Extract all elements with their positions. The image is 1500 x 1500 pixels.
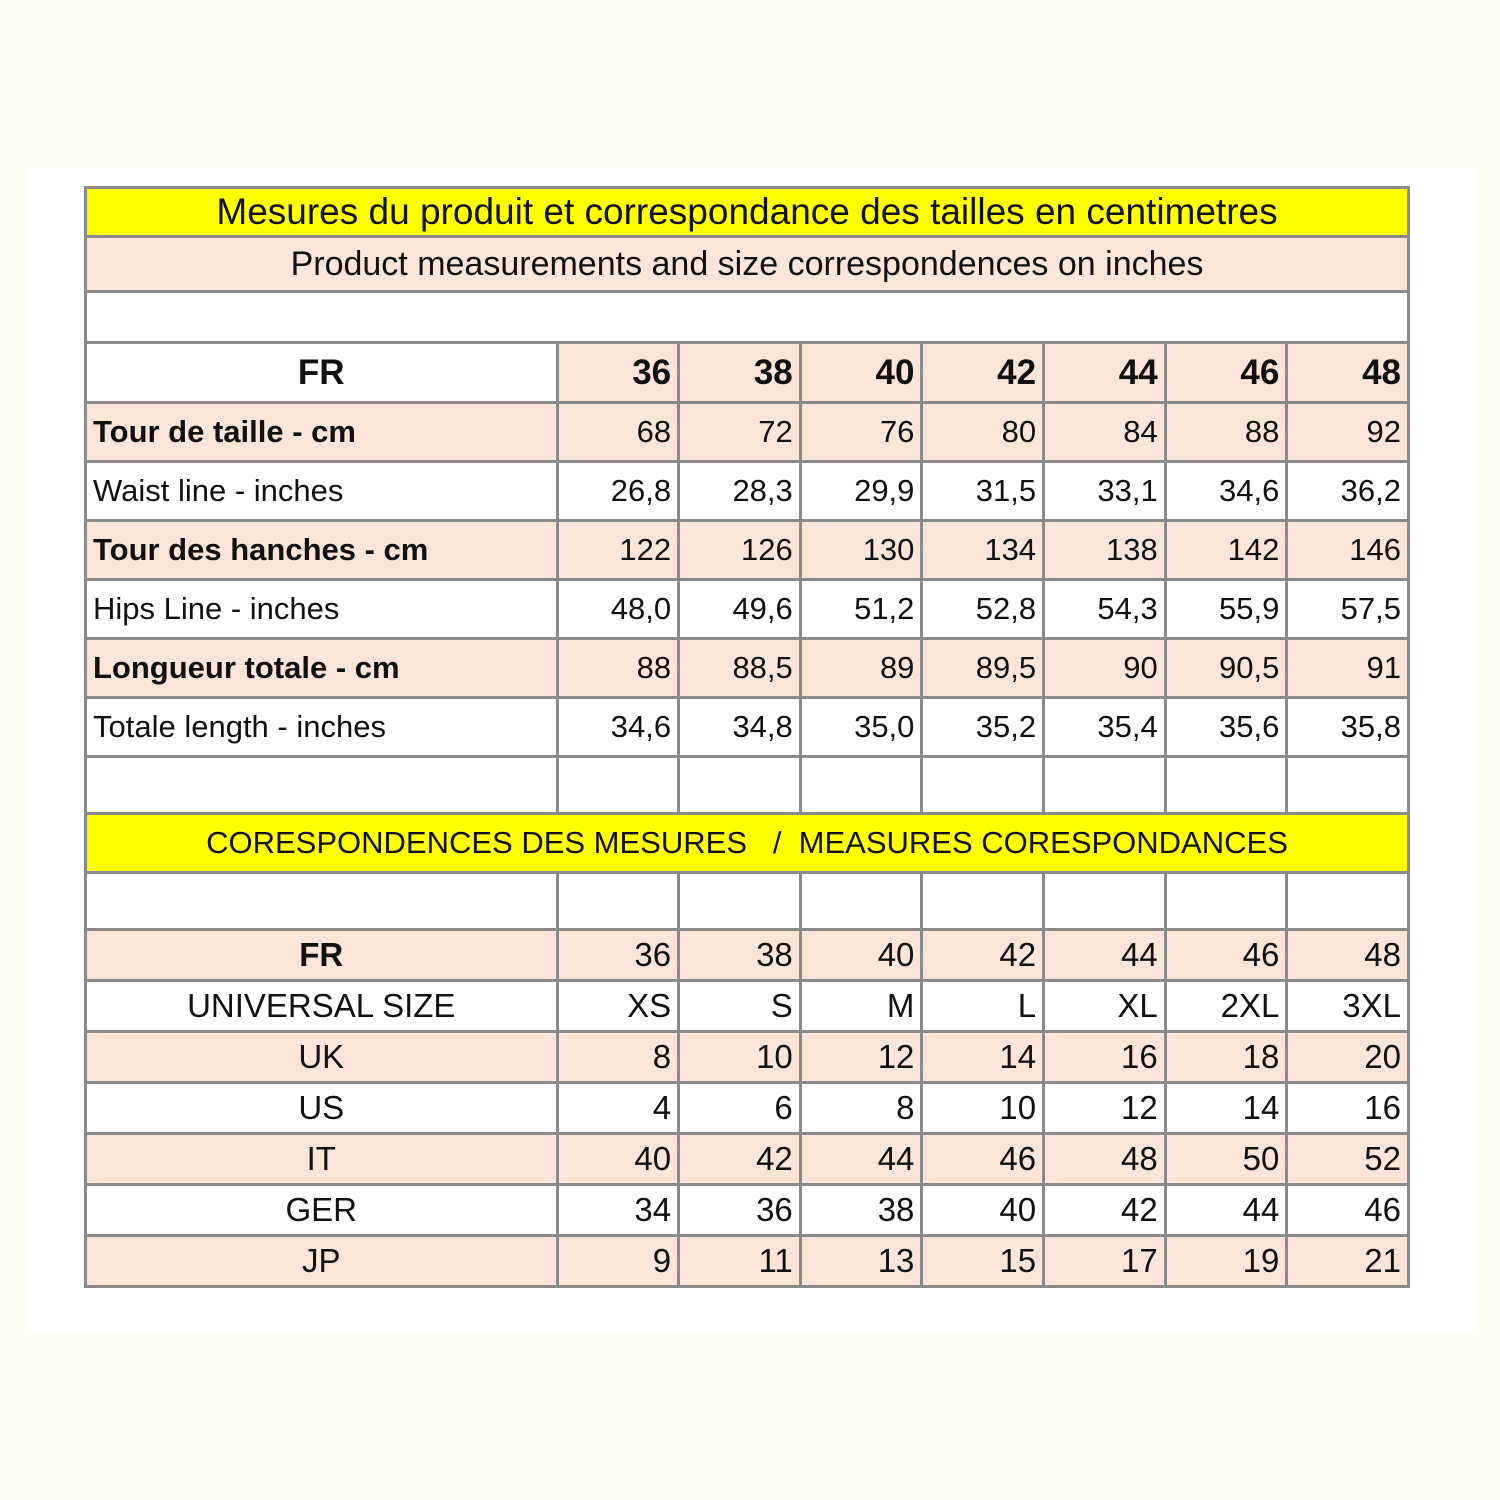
- correspondence-value: 46: [1165, 930, 1287, 981]
- correspondence-value: 20: [1287, 1032, 1409, 1083]
- measurement-label: Tour des hanches - cm: [86, 521, 558, 580]
- correspondence-value: 8: [557, 1032, 679, 1083]
- correspondence-value: 44: [1165, 1185, 1287, 1236]
- measurement-value: 80: [922, 403, 1044, 462]
- measurement-value: 57,5: [1287, 580, 1409, 639]
- measurement-value: 88: [557, 639, 679, 698]
- blank-cell: [1044, 757, 1166, 814]
- measurement-value: 35,4: [1044, 698, 1166, 757]
- correspondence-value: XL: [1044, 981, 1166, 1032]
- correspondence-value: 19: [1165, 1236, 1287, 1287]
- measurement-label: Tour de taille - cm: [86, 403, 558, 462]
- size-header-cell: 36: [557, 343, 679, 403]
- correspondence-value: 17: [1044, 1236, 1166, 1287]
- measurement-value: 48,0: [557, 580, 679, 639]
- correspondence-value: 40: [800, 930, 922, 981]
- correspondence-value: 21: [1287, 1236, 1409, 1287]
- correspondence-value: 40: [557, 1134, 679, 1185]
- size-header-row: [86, 343, 1409, 403]
- measurement-label: Hips Line - inches: [86, 580, 558, 639]
- correspondence-value: L: [922, 981, 1044, 1032]
- correspondence-value: 46: [922, 1134, 1044, 1185]
- size-header-cell: 38: [679, 343, 801, 403]
- correspondence-value: S: [679, 981, 801, 1032]
- measurement-label: Totale length - inches: [86, 698, 558, 757]
- measurement-value: 33,1: [1044, 462, 1166, 521]
- correspondence-label: GER: [86, 1185, 558, 1236]
- correspondence-label: UK: [86, 1032, 558, 1083]
- correspondence-value: M: [800, 981, 922, 1032]
- measurement-value: 35,8: [1287, 698, 1409, 757]
- correspondence-value: 3XL: [1287, 981, 1409, 1032]
- correspondence-value: 46: [1287, 1185, 1409, 1236]
- correspondence-value: 9: [557, 1236, 679, 1287]
- blank-cell: [86, 757, 558, 814]
- blank-cell: [800, 757, 922, 814]
- measurement-value: 28,3: [679, 462, 801, 521]
- correspondence-row: [86, 1236, 1409, 1287]
- correspondence-value: 18: [1165, 1032, 1287, 1083]
- blank-cell: [86, 292, 1409, 343]
- correspondence-value: 13: [800, 1236, 922, 1287]
- measurement-value: 35,2: [922, 698, 1044, 757]
- correspondence-value: 40: [922, 1185, 1044, 1236]
- measurement-value: 68: [557, 403, 679, 462]
- measurement-value: 91: [1287, 639, 1409, 698]
- correspondence-value: 8: [800, 1083, 922, 1134]
- measurement-value: 55,9: [1165, 580, 1287, 639]
- correspondence-title: CORESPONDENCES DES MESURES / MEASURES CORESPONDANCES: [86, 814, 1409, 873]
- blank-cell: [1044, 873, 1166, 930]
- measurement-value: 89: [800, 639, 922, 698]
- measurement-value: 76: [800, 403, 922, 462]
- measurement-value: 52,8: [922, 580, 1044, 639]
- correspondence-value: 42: [679, 1134, 801, 1185]
- measurement-value: 84: [1044, 403, 1166, 462]
- measurement-value: 92: [1287, 403, 1409, 462]
- correspondence-value: 14: [922, 1032, 1044, 1083]
- size-header-label: FR: [86, 343, 558, 403]
- measurement-value: 142: [1165, 521, 1287, 580]
- correspondence-value: 38: [679, 930, 801, 981]
- size-chart-table: [84, 186, 1410, 1288]
- correspondence-value: 36: [557, 930, 679, 981]
- correspondence-title-row: [86, 814, 1409, 873]
- blank-cell: [679, 757, 801, 814]
- correspondence-value: 10: [922, 1083, 1044, 1134]
- measurement-value: 138: [1044, 521, 1166, 580]
- correspondence-value: 14: [1165, 1083, 1287, 1134]
- correspondence-value: 11: [679, 1236, 801, 1287]
- measurement-value: 34,8: [679, 698, 801, 757]
- blank-cell: [1165, 873, 1287, 930]
- measurement-value: 126: [679, 521, 801, 580]
- measurement-row: [86, 403, 1409, 462]
- size-header-cell: 42: [922, 343, 1044, 403]
- blank-cell: [1287, 757, 1409, 814]
- blank-cell: [922, 757, 1044, 814]
- correspondence-value: 34: [557, 1185, 679, 1236]
- measurement-value: 34,6: [1165, 462, 1287, 521]
- correspondence-row: [86, 1185, 1409, 1236]
- correspondence-value: 52: [1287, 1134, 1409, 1185]
- correspondence-label: FR: [86, 930, 558, 981]
- correspondence-value: 6: [679, 1083, 801, 1134]
- measurement-label: Waist line - inches: [86, 462, 558, 521]
- measurement-row: [86, 580, 1409, 639]
- correspondence-label: US: [86, 1083, 558, 1134]
- correspondence-value: 16: [1287, 1083, 1409, 1134]
- measurement-row: [86, 462, 1409, 521]
- correspondence-value: 36: [679, 1185, 801, 1236]
- measurement-value: 29,9: [800, 462, 922, 521]
- title-fr-row: [86, 188, 1409, 237]
- correspondence-value: 38: [800, 1185, 922, 1236]
- correspondence-value: 42: [1044, 1185, 1166, 1236]
- measurement-value: 134: [922, 521, 1044, 580]
- measurement-row: [86, 698, 1409, 757]
- measurement-value: 72: [679, 403, 801, 462]
- correspondence-row: [86, 1032, 1409, 1083]
- measurement-value: 51,2: [800, 580, 922, 639]
- blank-grid-row: [86, 757, 1409, 814]
- correspondence-value: 44: [800, 1134, 922, 1185]
- blank-grid-row: [86, 873, 1409, 930]
- correspondence-value: 10: [679, 1032, 801, 1083]
- correspondence-label: JP: [86, 1236, 558, 1287]
- correspondence-value: 15: [922, 1236, 1044, 1287]
- correspondence-value: 44: [1044, 930, 1166, 981]
- correspondence-value: 12: [1044, 1083, 1166, 1134]
- correspondence-value: 4: [557, 1083, 679, 1134]
- measurement-value: 89,5: [922, 639, 1044, 698]
- measurement-value: 90,5: [1165, 639, 1287, 698]
- measurement-value: 36,2: [1287, 462, 1409, 521]
- size-header-cell: 46: [1165, 343, 1287, 403]
- correspondence-value: 2XL: [1165, 981, 1287, 1032]
- correspondence-row: [86, 930, 1409, 981]
- correspondence-row: [86, 1134, 1409, 1185]
- measurement-value: 88: [1165, 403, 1287, 462]
- correspondence-value: 42: [922, 930, 1044, 981]
- measurement-value: 35,6: [1165, 698, 1287, 757]
- title-fr: Mesures du produit et correspondance des tailles en centimetres: [86, 188, 1409, 237]
- measurement-value: 49,6: [679, 580, 801, 639]
- correspondence-value: 48: [1044, 1134, 1166, 1185]
- blank-cell: [557, 757, 679, 814]
- correspondence-label: IT: [86, 1134, 558, 1185]
- blank-row: [86, 292, 1409, 343]
- correspondence-label: UNIVERSAL SIZE: [86, 981, 558, 1032]
- measurement-label: Longueur totale - cm: [86, 639, 558, 698]
- measurement-value: 35,0: [800, 698, 922, 757]
- measurement-value: 34,6: [557, 698, 679, 757]
- correspondence-value: 48: [1287, 930, 1409, 981]
- blank-cell: [679, 873, 801, 930]
- correspondence-value: 50: [1165, 1134, 1287, 1185]
- correspondence-value: 12: [800, 1032, 922, 1083]
- size-header-cell: 44: [1044, 343, 1166, 403]
- measurement-row: [86, 639, 1409, 698]
- measurement-value: 26,8: [557, 462, 679, 521]
- correspondence-value: XS: [557, 981, 679, 1032]
- blank-cell: [557, 873, 679, 930]
- blank-cell: [1165, 757, 1287, 814]
- correspondence-row: [86, 1083, 1409, 1134]
- measurement-value: 31,5: [922, 462, 1044, 521]
- size-header-cell: 48: [1287, 343, 1409, 403]
- measurement-value: 88,5: [679, 639, 801, 698]
- blank-cell: [1287, 873, 1409, 930]
- size-header-cell: 40: [800, 343, 922, 403]
- blank-cell: [86, 873, 558, 930]
- title-en: Product measurements and size correspondences on inches: [86, 237, 1409, 292]
- blank-cell: [922, 873, 1044, 930]
- correspondence-value: 16: [1044, 1032, 1166, 1083]
- title-en-row: [86, 237, 1409, 292]
- measurement-value: 90: [1044, 639, 1166, 698]
- measurement-value: 146: [1287, 521, 1409, 580]
- blank-cell: [800, 873, 922, 930]
- measurement-value: 54,3: [1044, 580, 1166, 639]
- measurement-value: 130: [800, 521, 922, 580]
- measurement-value: 122: [557, 521, 679, 580]
- correspondence-row: [86, 981, 1409, 1032]
- measurement-row: [86, 521, 1409, 580]
